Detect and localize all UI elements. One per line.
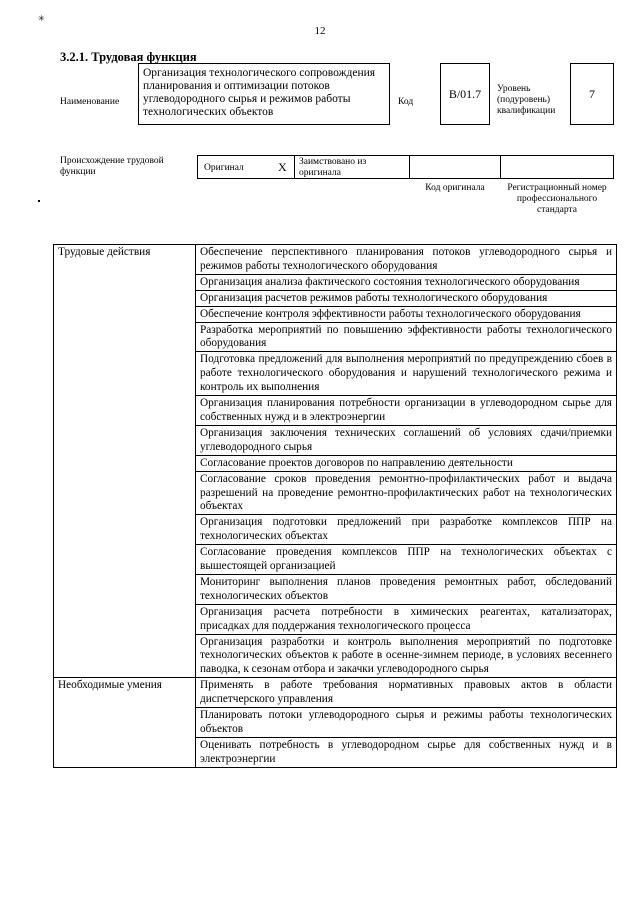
table-cell: Подготовка предложений для выполнения мероприятий по предупреждению сбоев в работе технологического оборудования и нарушений технологического режима и контроль их выполнения	[196, 352, 617, 396]
margin-mark: ✳	[38, 14, 45, 23]
code-original-caption: Код оригинала	[425, 183, 485, 193]
table-cell: Согласование проведения комплексов ППР на технологических объектах с вышестоящей организацией	[196, 545, 617, 575]
origin-borrowed-cell	[294, 155, 410, 179]
table-cell: Организация анализа фактического состояния технологического оборудования	[196, 274, 617, 290]
table-cell: Организация планирования потребности организации в углеводородном сырье для собственных нужд и в электроэнергии	[196, 396, 617, 426]
table-row	[54, 245, 617, 275]
page-number: 12	[314, 25, 326, 37]
table-cell: Обеспечение перспективного планирования потоков углеводородного сырья и режимов работы технологического оборудования	[196, 245, 617, 275]
name-label: Наименование	[60, 97, 120, 107]
margin-dot	[38, 200, 40, 202]
table-cell: Организация разработки и контроль выполнения мероприятий по подготовке технологических объектов к работе в осенне-зимнем периоде, в условиях весеннего паводка, к сезонам отбора и закачки углеводородного сырья	[196, 634, 617, 678]
table-cell: Организация заключения технических соглашений об условиях сдачи/приемки углеводородного сырья	[196, 425, 617, 455]
table-cell: Применять в работе требования нормативных правовых актов в области диспетчерского управления	[196, 678, 617, 708]
table-cell: Оценивать потребность в углеводородном сырье для собственных нужд и в электроэнергии	[196, 737, 617, 767]
original-label: Оригинал	[204, 163, 244, 173]
origin-label: Происхождение трудовой функции	[60, 156, 164, 177]
level-label: Уровень (подуровень) квалификации	[497, 84, 556, 116]
reg-number-caption: Регистрационный номер профессионального стандарта	[507, 183, 607, 215]
origin-original-cell	[197, 155, 295, 179]
row-label-required-skills: Необходимые умения	[54, 678, 196, 767]
code-value-box: B/01.7	[440, 63, 490, 125]
original-mark: X	[278, 160, 287, 174]
reg-number-cell	[500, 155, 614, 179]
table-cell: Мониторинг выполнения планов проведения ремонтных работ, обследований технологических объектов	[196, 574, 617, 604]
table-cell: Разработка мероприятий по повышению эффективности работы технологического оборудования	[196, 322, 617, 352]
row-label-labor-actions: Трудовые действия	[54, 245, 196, 678]
section-title: 3.2.1. Трудовая функция	[60, 50, 197, 64]
table-cell: Организация подготовки предложений при разработке комплексов ППР на технологических объектах	[196, 515, 617, 545]
borrowed-label: Заимствовано из оригинала	[299, 157, 367, 178]
level-value-box: 7	[570, 63, 614, 125]
labor-function-table	[53, 244, 617, 768]
table-cell: Организация расчета потребности в химических реагентах, катализаторах, присадках для поддержания технологического процесса	[196, 604, 617, 634]
code-original-cell	[409, 155, 501, 179]
table-cell: Согласование сроков проведения ремонтно-профилактических работ и выдача разрешений на проведение ремонтно-профилактических работ на технологических объектах	[196, 471, 617, 515]
table-cell: Обеспечение контроля эффективности работы технологического оборудования	[196, 306, 617, 322]
table-row	[54, 678, 617, 708]
table-cell: Согласование проектов договоров по направлению деятельности	[196, 455, 617, 471]
code-label: Код	[398, 97, 414, 107]
table-cell: Организация расчетов режимов работы технологического оборудования	[196, 290, 617, 306]
function-name-box: Организация технологического сопровождения планирования и оптимизации потоков углеводородного сырья и режимов работы технологических объектов	[138, 63, 390, 125]
table-cell: Планировать потоки углеводородного сырья и режимы работы технологических объектов	[196, 708, 617, 738]
